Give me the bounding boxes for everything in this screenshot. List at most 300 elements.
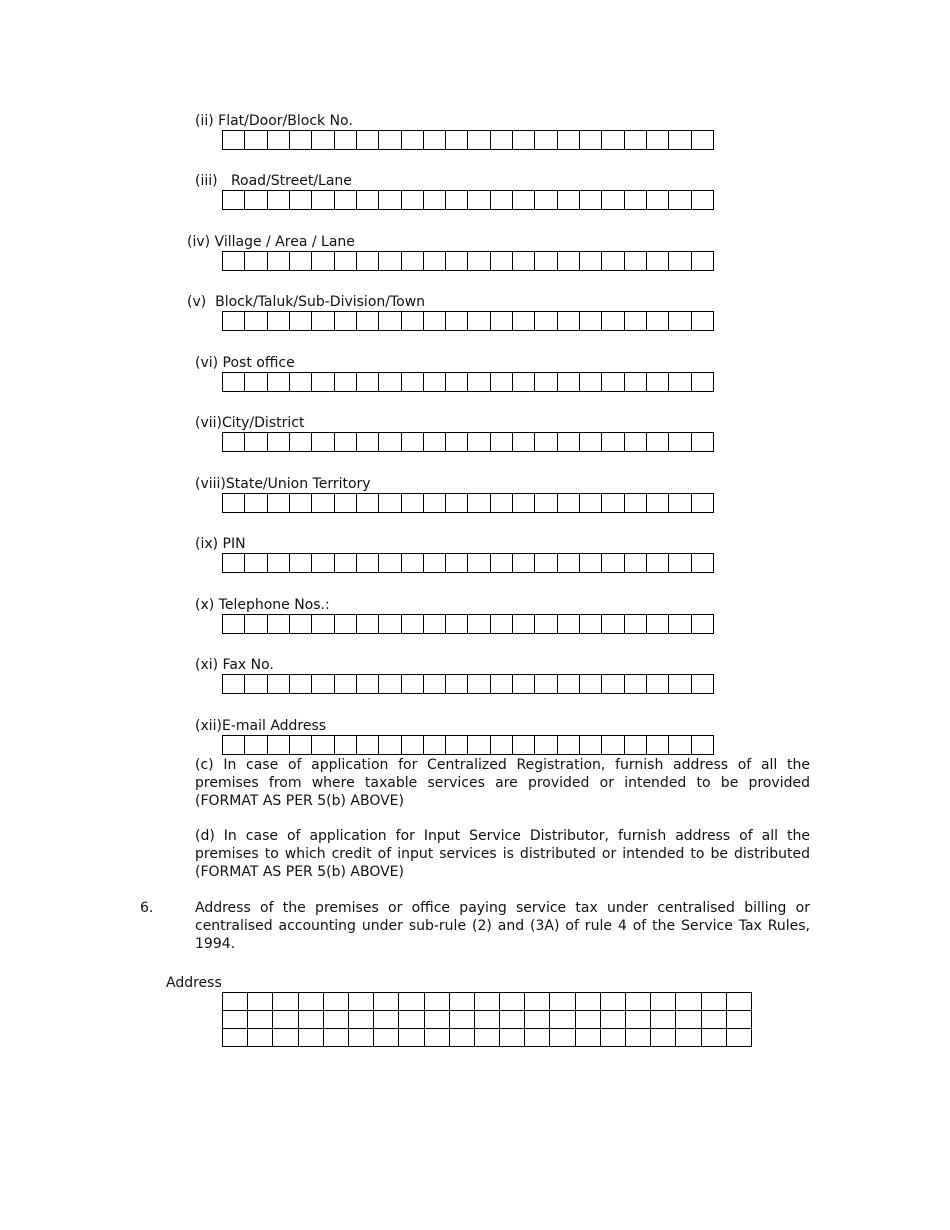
char-box[interactable]: [446, 736, 468, 755]
char-box[interactable]: [691, 736, 713, 755]
char-box[interactable]: [624, 615, 646, 634]
char-box[interactable]: [535, 131, 557, 150]
char-box[interactable]: [490, 736, 512, 755]
char-box[interactable]: [423, 554, 445, 573]
char-box[interactable]: [580, 494, 602, 513]
char-box[interactable]: [379, 615, 401, 634]
char-box[interactable]: [669, 736, 691, 755]
char-box[interactable]: [691, 131, 713, 150]
char-box[interactable]: [513, 373, 535, 392]
char-box[interactable]: [602, 494, 624, 513]
char-box[interactable]: [669, 131, 691, 150]
char-box[interactable]: [423, 191, 445, 210]
char-box[interactable]: [513, 736, 535, 755]
address-char-box[interactable]: [525, 993, 550, 1011]
address-char-box[interactable]: [449, 1029, 474, 1047]
char-box[interactable]: [401, 191, 423, 210]
post-office-input-boxes[interactable]: [222, 372, 714, 392]
char-box[interactable]: [223, 191, 245, 210]
char-box[interactable]: [312, 373, 334, 392]
char-box[interactable]: [334, 615, 356, 634]
char-box[interactable]: [557, 252, 579, 271]
telephone-input-boxes[interactable]: [222, 614, 714, 634]
char-box[interactable]: [401, 615, 423, 634]
char-box[interactable]: [468, 131, 490, 150]
char-box[interactable]: [446, 252, 468, 271]
char-box[interactable]: [334, 433, 356, 452]
char-box[interactable]: [691, 554, 713, 573]
address-char-box[interactable]: [600, 993, 625, 1011]
char-box[interactable]: [646, 494, 668, 513]
address-char-box[interactable]: [676, 993, 701, 1011]
char-box[interactable]: [245, 252, 267, 271]
char-box[interactable]: [602, 736, 624, 755]
char-box[interactable]: [423, 675, 445, 694]
char-box[interactable]: [334, 312, 356, 331]
char-box[interactable]: [691, 252, 713, 271]
address-char-box[interactable]: [474, 1011, 499, 1029]
address-char-box[interactable]: [348, 1029, 373, 1047]
address-char-box[interactable]: [424, 993, 449, 1011]
char-box[interactable]: [646, 433, 668, 452]
char-box[interactable]: [691, 494, 713, 513]
address-char-box[interactable]: [651, 1029, 676, 1047]
char-box[interactable]: [223, 433, 245, 452]
char-box[interactable]: [379, 312, 401, 331]
char-box[interactable]: [490, 494, 512, 513]
char-box[interactable]: [245, 373, 267, 392]
char-box[interactable]: [245, 494, 267, 513]
char-box[interactable]: [401, 494, 423, 513]
char-box[interactable]: [356, 191, 378, 210]
char-box[interactable]: [557, 373, 579, 392]
char-box[interactable]: [580, 131, 602, 150]
char-box[interactable]: [223, 554, 245, 573]
char-box[interactable]: [580, 615, 602, 634]
char-box[interactable]: [624, 494, 646, 513]
char-box[interactable]: [513, 494, 535, 513]
char-box[interactable]: [245, 615, 267, 634]
address-char-box[interactable]: [449, 1011, 474, 1029]
char-box[interactable]: [669, 312, 691, 331]
address-char-box[interactable]: [223, 1029, 248, 1047]
char-box[interactable]: [312, 252, 334, 271]
address-char-box[interactable]: [575, 1011, 600, 1029]
char-box[interactable]: [557, 675, 579, 694]
address-char-box[interactable]: [500, 1029, 525, 1047]
address-char-box[interactable]: [248, 993, 273, 1011]
char-box[interactable]: [312, 615, 334, 634]
char-box[interactable]: [691, 373, 713, 392]
char-box[interactable]: [267, 312, 289, 331]
char-box[interactable]: [535, 433, 557, 452]
address-char-box[interactable]: [575, 993, 600, 1011]
email-input-boxes[interactable]: [222, 735, 714, 755]
char-box[interactable]: [535, 554, 557, 573]
char-box[interactable]: [468, 191, 490, 210]
char-box[interactable]: [312, 736, 334, 755]
char-box[interactable]: [513, 191, 535, 210]
char-box[interactable]: [223, 131, 245, 150]
char-box[interactable]: [624, 312, 646, 331]
char-box[interactable]: [602, 191, 624, 210]
address-char-box[interactable]: [424, 1029, 449, 1047]
char-box[interactable]: [356, 736, 378, 755]
city-district-input-boxes[interactable]: [222, 432, 714, 452]
char-box[interactable]: [646, 675, 668, 694]
address-char-box[interactable]: [273, 1029, 298, 1047]
char-box[interactable]: [646, 554, 668, 573]
char-box[interactable]: [557, 191, 579, 210]
char-box[interactable]: [646, 373, 668, 392]
address-char-box[interactable]: [323, 1029, 348, 1047]
char-box[interactable]: [401, 252, 423, 271]
address-char-box[interactable]: [374, 1011, 399, 1029]
char-box[interactable]: [691, 675, 713, 694]
char-box[interactable]: [356, 373, 378, 392]
address-char-box[interactable]: [701, 1011, 726, 1029]
char-box[interactable]: [289, 554, 311, 573]
char-box[interactable]: [334, 191, 356, 210]
char-box[interactable]: [356, 312, 378, 331]
fax-input-boxes[interactable]: [222, 674, 714, 694]
char-box[interactable]: [535, 615, 557, 634]
char-box[interactable]: [646, 191, 668, 210]
char-box[interactable]: [646, 252, 668, 271]
char-box[interactable]: [401, 312, 423, 331]
char-box[interactable]: [245, 675, 267, 694]
char-box[interactable]: [624, 252, 646, 271]
char-box[interactable]: [557, 433, 579, 452]
char-box[interactable]: [379, 494, 401, 513]
char-box[interactable]: [334, 675, 356, 694]
char-box[interactable]: [289, 736, 311, 755]
char-box[interactable]: [624, 736, 646, 755]
char-box[interactable]: [401, 373, 423, 392]
address-input-boxes[interactable]: [222, 992, 752, 1047]
char-box[interactable]: [646, 736, 668, 755]
address-char-box[interactable]: [500, 1011, 525, 1029]
char-box[interactable]: [245, 554, 267, 573]
char-box[interactable]: [580, 675, 602, 694]
char-box[interactable]: [267, 252, 289, 271]
char-box[interactable]: [646, 615, 668, 634]
char-box[interactable]: [669, 252, 691, 271]
char-box[interactable]: [334, 373, 356, 392]
char-box[interactable]: [223, 252, 245, 271]
char-box[interactable]: [289, 675, 311, 694]
char-box[interactable]: [245, 312, 267, 331]
char-box[interactable]: [245, 433, 267, 452]
char-box[interactable]: [669, 191, 691, 210]
address-char-box[interactable]: [374, 1029, 399, 1047]
address-char-box[interactable]: [726, 1011, 751, 1029]
char-box[interactable]: [535, 191, 557, 210]
address-char-box[interactable]: [323, 993, 348, 1011]
block-taluk-town-input-boxes[interactable]: [222, 311, 714, 331]
address-char-box[interactable]: [298, 1029, 323, 1047]
char-box[interactable]: [223, 494, 245, 513]
char-box[interactable]: [580, 433, 602, 452]
char-box[interactable]: [624, 191, 646, 210]
char-box[interactable]: [490, 675, 512, 694]
address-char-box[interactable]: [726, 1029, 751, 1047]
char-box[interactable]: [245, 131, 267, 150]
char-box[interactable]: [312, 494, 334, 513]
char-box[interactable]: [312, 191, 334, 210]
char-box[interactable]: [602, 615, 624, 634]
address-char-box[interactable]: [449, 993, 474, 1011]
char-box[interactable]: [580, 554, 602, 573]
char-box[interactable]: [669, 494, 691, 513]
address-char-box[interactable]: [600, 1011, 625, 1029]
char-box[interactable]: [535, 494, 557, 513]
char-box[interactable]: [468, 554, 490, 573]
char-box[interactable]: [624, 433, 646, 452]
char-box[interactable]: [267, 131, 289, 150]
pin-input-boxes[interactable]: [222, 553, 714, 573]
char-box[interactable]: [356, 252, 378, 271]
char-box[interactable]: [312, 312, 334, 331]
char-box[interactable]: [468, 252, 490, 271]
char-box[interactable]: [535, 736, 557, 755]
char-box[interactable]: [334, 131, 356, 150]
address-char-box[interactable]: [525, 1029, 550, 1047]
char-box[interactable]: [446, 554, 468, 573]
char-box[interactable]: [513, 131, 535, 150]
address-char-box[interactable]: [651, 993, 676, 1011]
address-char-box[interactable]: [651, 1011, 676, 1029]
address-char-box[interactable]: [626, 1029, 651, 1047]
road-street-lane-input-boxes[interactable]: [222, 190, 714, 210]
char-box[interactable]: [289, 433, 311, 452]
char-box[interactable]: [401, 675, 423, 694]
char-box[interactable]: [446, 312, 468, 331]
char-box[interactable]: [490, 191, 512, 210]
char-box[interactable]: [557, 554, 579, 573]
address-char-box[interactable]: [323, 1011, 348, 1029]
char-box[interactable]: [580, 191, 602, 210]
char-box[interactable]: [289, 373, 311, 392]
char-box[interactable]: [580, 373, 602, 392]
char-box[interactable]: [423, 615, 445, 634]
char-box[interactable]: [513, 252, 535, 271]
char-box[interactable]: [423, 736, 445, 755]
char-box[interactable]: [490, 131, 512, 150]
char-box[interactable]: [289, 131, 311, 150]
char-box[interactable]: [624, 675, 646, 694]
char-box[interactable]: [468, 494, 490, 513]
char-box[interactable]: [602, 252, 624, 271]
char-box[interactable]: [490, 252, 512, 271]
char-box[interactable]: [468, 675, 490, 694]
char-box[interactable]: [513, 554, 535, 573]
address-char-box[interactable]: [550, 993, 575, 1011]
char-box[interactable]: [401, 554, 423, 573]
address-char-box[interactable]: [701, 1029, 726, 1047]
char-box[interactable]: [312, 131, 334, 150]
char-box[interactable]: [223, 312, 245, 331]
char-box[interactable]: [691, 433, 713, 452]
char-box[interactable]: [513, 675, 535, 694]
char-box[interactable]: [312, 433, 334, 452]
char-box[interactable]: [468, 615, 490, 634]
char-box[interactable]: [557, 736, 579, 755]
char-box[interactable]: [624, 131, 646, 150]
char-box[interactable]: [423, 494, 445, 513]
char-box[interactable]: [379, 554, 401, 573]
char-box[interactable]: [423, 312, 445, 331]
address-char-box[interactable]: [273, 1011, 298, 1029]
char-box[interactable]: [334, 494, 356, 513]
char-box[interactable]: [624, 554, 646, 573]
char-box[interactable]: [669, 373, 691, 392]
char-box[interactable]: [468, 736, 490, 755]
char-box[interactable]: [379, 736, 401, 755]
char-box[interactable]: [557, 312, 579, 331]
char-box[interactable]: [580, 736, 602, 755]
address-char-box[interactable]: [374, 993, 399, 1011]
char-box[interactable]: [535, 312, 557, 331]
char-box[interactable]: [356, 615, 378, 634]
char-box[interactable]: [602, 433, 624, 452]
address-char-box[interactable]: [399, 1011, 424, 1029]
address-char-box[interactable]: [701, 993, 726, 1011]
char-box[interactable]: [602, 675, 624, 694]
address-char-box[interactable]: [248, 1029, 273, 1047]
char-box[interactable]: [691, 191, 713, 210]
char-box[interactable]: [446, 615, 468, 634]
char-box[interactable]: [379, 433, 401, 452]
char-box[interactable]: [513, 615, 535, 634]
char-box[interactable]: [669, 675, 691, 694]
address-char-box[interactable]: [474, 993, 499, 1011]
char-box[interactable]: [446, 675, 468, 694]
char-box[interactable]: [580, 252, 602, 271]
char-box[interactable]: [334, 252, 356, 271]
address-char-box[interactable]: [550, 1011, 575, 1029]
char-box[interactable]: [267, 675, 289, 694]
char-box[interactable]: [379, 252, 401, 271]
char-box[interactable]: [535, 252, 557, 271]
address-char-box[interactable]: [726, 993, 751, 1011]
char-box[interactable]: [691, 615, 713, 634]
char-box[interactable]: [513, 433, 535, 452]
char-box[interactable]: [624, 373, 646, 392]
char-box[interactable]: [334, 554, 356, 573]
address-char-box[interactable]: [500, 993, 525, 1011]
char-box[interactable]: [245, 191, 267, 210]
char-box[interactable]: [267, 554, 289, 573]
char-box[interactable]: [602, 312, 624, 331]
char-box[interactable]: [557, 615, 579, 634]
char-box[interactable]: [602, 554, 624, 573]
address-char-box[interactable]: [223, 1011, 248, 1029]
char-box[interactable]: [646, 312, 668, 331]
char-box[interactable]: [267, 736, 289, 755]
char-box[interactable]: [490, 615, 512, 634]
address-char-box[interactable]: [676, 1011, 701, 1029]
char-box[interactable]: [289, 312, 311, 331]
char-box[interactable]: [602, 373, 624, 392]
char-box[interactable]: [379, 675, 401, 694]
address-char-box[interactable]: [424, 1011, 449, 1029]
char-box[interactable]: [379, 373, 401, 392]
char-box[interactable]: [356, 675, 378, 694]
char-box[interactable]: [423, 131, 445, 150]
char-box[interactable]: [646, 131, 668, 150]
char-box[interactable]: [356, 433, 378, 452]
char-box[interactable]: [223, 736, 245, 755]
char-box[interactable]: [446, 191, 468, 210]
char-box[interactable]: [379, 191, 401, 210]
char-box[interactable]: [446, 494, 468, 513]
char-box[interactable]: [490, 312, 512, 331]
address-char-box[interactable]: [399, 993, 424, 1011]
address-char-box[interactable]: [474, 1029, 499, 1047]
char-box[interactable]: [580, 312, 602, 331]
char-box[interactable]: [490, 554, 512, 573]
address-char-box[interactable]: [676, 1029, 701, 1047]
char-box[interactable]: [334, 736, 356, 755]
address-char-box[interactable]: [550, 1029, 575, 1047]
char-box[interactable]: [267, 494, 289, 513]
char-box[interactable]: [356, 554, 378, 573]
state-union-territory-input-boxes[interactable]: [222, 493, 714, 513]
char-box[interactable]: [691, 312, 713, 331]
char-box[interactable]: [602, 131, 624, 150]
address-char-box[interactable]: [298, 1011, 323, 1029]
char-box[interactable]: [401, 736, 423, 755]
char-box[interactable]: [468, 312, 490, 331]
char-box[interactable]: [423, 433, 445, 452]
char-box[interactable]: [468, 373, 490, 392]
char-box[interactable]: [446, 373, 468, 392]
char-box[interactable]: [356, 131, 378, 150]
char-box[interactable]: [245, 736, 267, 755]
address-char-box[interactable]: [575, 1029, 600, 1047]
char-box[interactable]: [289, 252, 311, 271]
char-box[interactable]: [312, 675, 334, 694]
char-box[interactable]: [401, 131, 423, 150]
address-char-box[interactable]: [600, 1029, 625, 1047]
char-box[interactable]: [669, 615, 691, 634]
char-box[interactable]: [223, 373, 245, 392]
address-char-box[interactable]: [626, 1011, 651, 1029]
char-box[interactable]: [356, 494, 378, 513]
address-char-box[interactable]: [248, 1011, 273, 1029]
char-box[interactable]: [312, 554, 334, 573]
char-box[interactable]: [513, 312, 535, 331]
char-box[interactable]: [423, 373, 445, 392]
char-box[interactable]: [223, 675, 245, 694]
char-box[interactable]: [490, 373, 512, 392]
char-box[interactable]: [468, 433, 490, 452]
flat-door-block-input-boxes[interactable]: [222, 130, 714, 150]
char-box[interactable]: [289, 615, 311, 634]
char-box[interactable]: [401, 433, 423, 452]
char-box[interactable]: [289, 191, 311, 210]
char-box[interactable]: [490, 433, 512, 452]
char-box[interactable]: [535, 373, 557, 392]
address-char-box[interactable]: [399, 1029, 424, 1047]
char-box[interactable]: [267, 433, 289, 452]
char-box[interactable]: [446, 131, 468, 150]
char-box[interactable]: [669, 554, 691, 573]
char-box[interactable]: [557, 131, 579, 150]
char-box[interactable]: [535, 675, 557, 694]
char-box[interactable]: [446, 433, 468, 452]
